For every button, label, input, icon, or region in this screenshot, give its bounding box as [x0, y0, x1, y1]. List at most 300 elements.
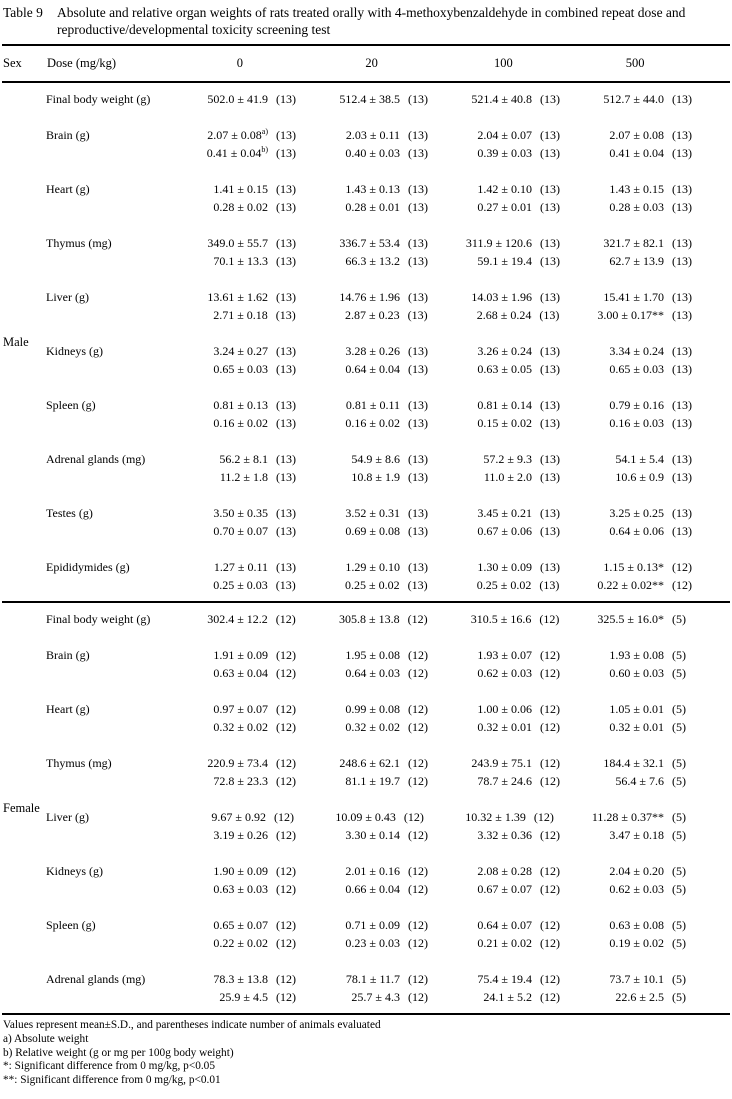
table-row: [46, 126, 730, 144]
mean-sd-value: 0.25 ± 0.03: [213, 578, 268, 592]
animal-count: (12): [403, 810, 424, 824]
mean-sd-value: 3.26 ± 0.24: [477, 344, 532, 358]
value-cell: [202, 646, 334, 664]
animal-count: (13): [408, 362, 428, 376]
value-cell: [202, 450, 334, 468]
animal-count: (13): [539, 308, 560, 322]
value-cell: [598, 360, 730, 378]
organ-label: [46, 772, 202, 790]
value-cell: [462, 808, 592, 826]
table-row: [46, 144, 730, 162]
value-cell: [334, 934, 466, 952]
animal-count: (12): [408, 936, 428, 950]
mean-sd-value: 57.2 ± 9.3: [483, 452, 532, 466]
value-cell: [466, 414, 598, 432]
organ-group: [46, 700, 730, 736]
mean-sd-value: 62.7 ± 13.9: [609, 254, 664, 268]
value-cell: [466, 988, 598, 1006]
animal-count: (13): [407, 236, 428, 250]
value-cell: [334, 754, 466, 772]
mean-sd-value: 0.32 ± 0.02: [345, 720, 400, 734]
organ-label: Final body weight (g): [46, 92, 151, 106]
value-cell: [202, 772, 334, 790]
mean-sd-value: 0.32 ± 0.01: [477, 720, 532, 734]
value-cell: [466, 288, 598, 306]
mean-sd-value: 0.99 ± 0.08: [345, 702, 400, 716]
mean-sd-value: 3.45 ± 0.21: [477, 506, 532, 520]
organ-group: [46, 504, 730, 540]
section-rows: [46, 610, 730, 1006]
animal-count: (12): [533, 810, 554, 824]
organ-label: [46, 880, 202, 898]
table-row: [46, 252, 730, 270]
table-row: [46, 306, 730, 324]
animal-count: (13): [540, 200, 560, 214]
table-row: [46, 522, 730, 540]
footnotes: [2, 1015, 730, 1088]
value-cell: [202, 558, 334, 576]
animal-count: (12): [539, 612, 560, 626]
table-title: [2, 4, 730, 38]
value-cell: [334, 90, 466, 108]
animal-count: (13): [408, 128, 428, 142]
mean-sd-value: 0.65 ± 0.07: [213, 918, 268, 932]
value-cell: [202, 342, 334, 360]
value-cell: [466, 700, 598, 718]
value-cell: [334, 504, 466, 522]
value-cell: [202, 234, 334, 252]
table-sections: [2, 83, 730, 1015]
animal-count: (13): [408, 398, 428, 412]
mean-sd-value: 2.07 ± 0.08: [609, 128, 664, 142]
table-row: [46, 916, 730, 934]
value-cell: [466, 396, 598, 414]
mean-sd-value: 0.63 ± 0.03: [213, 882, 268, 896]
value-cell: [466, 144, 598, 162]
mean-sd-value: 0.64 ± 0.06: [609, 524, 664, 538]
organ-label: [46, 414, 202, 432]
animal-count: (12): [276, 990, 296, 1004]
animal-count: (12): [273, 810, 294, 824]
value-cell: [466, 234, 598, 252]
animal-count: (5): [671, 612, 686, 626]
value-cell: [334, 414, 466, 432]
mean-sd-value: 2.03 ± 0.11: [345, 128, 400, 142]
value-cell: [202, 988, 334, 1006]
organ-label: Heart (g): [46, 702, 90, 716]
value-cell: [598, 826, 730, 844]
table-row: [46, 664, 730, 682]
table-row: [46, 468, 730, 486]
value-cell: [334, 772, 466, 790]
animal-count: (12): [540, 882, 560, 896]
organ-group: [46, 450, 730, 486]
animal-count: (13): [408, 200, 428, 214]
mean-sd-value: 0.28 ± 0.02: [213, 200, 268, 214]
animal-count: (5): [672, 828, 686, 842]
animal-count: (12): [408, 990, 428, 1004]
mean-sd-value: 220.9 ± 73.4: [207, 756, 268, 770]
animal-count: (12): [408, 864, 428, 878]
organ-label: Thymus (mg): [46, 756, 112, 770]
animal-count: (12): [408, 828, 428, 842]
mean-sd-value: 1.93 ± 0.08: [609, 648, 664, 662]
animal-count: (5): [672, 936, 686, 950]
mean-sd-value: 0.81 ± 0.11: [345, 398, 400, 412]
mean-sd-value: 0.27 ± 0.01: [477, 200, 532, 214]
animal-count: (13): [672, 290, 692, 304]
mean-sd-value: 0.15 ± 0.02: [477, 416, 532, 430]
value-cell: [466, 342, 598, 360]
value-cell: [202, 522, 334, 540]
mean-sd-value: 59.1 ± 19.4: [477, 254, 532, 268]
table-row: [46, 180, 730, 198]
organ-label: Brain (g): [46, 648, 90, 662]
value-cell: [598, 862, 730, 880]
mean-sd-value: 311.9 ± 120.6: [465, 236, 533, 250]
animal-count: (13): [275, 236, 296, 250]
value-cell: [466, 826, 598, 844]
mean-sd-value: 0.65 ± 0.03: [609, 362, 664, 376]
table-row: [46, 700, 730, 718]
mean-sd-value: 3.25 ± 0.25: [609, 506, 664, 520]
organ-group: [46, 342, 730, 378]
organ-group: [46, 90, 730, 108]
mean-sd-value: 1.15 ± 0.13*: [603, 560, 664, 574]
table-row: [46, 288, 730, 306]
value-cell: [598, 664, 730, 682]
animal-count: (13): [540, 344, 560, 358]
animal-count: (13): [540, 362, 560, 376]
animal-count: (12): [408, 774, 428, 788]
organ-label: Epididymides (g): [46, 560, 130, 574]
animal-count: (13): [672, 416, 692, 430]
animal-count: (13): [540, 470, 560, 484]
table-row: [46, 934, 730, 952]
value-cell: [466, 558, 598, 576]
animal-count: (13): [276, 290, 296, 304]
mean-sd-value: 11.0 ± 2.0: [483, 470, 532, 484]
mean-sd-value: 3.00 ± 0.17**: [597, 308, 664, 322]
animal-count: (13): [276, 344, 296, 358]
mean-sd-value: 0.60 ± 0.03: [609, 666, 664, 680]
mean-sd-value: 0.67 ± 0.07: [477, 882, 532, 896]
mean-sd-value: 10.6 ± 0.9: [615, 470, 664, 484]
table-row: [46, 360, 730, 378]
table-row: [46, 970, 730, 988]
mean-sd-value: 0.25 ± 0.02: [476, 578, 532, 592]
value-cell: [598, 988, 730, 1006]
mean-sd-value: 0.32 ± 0.01: [609, 720, 664, 734]
value-cell: [334, 646, 466, 664]
animal-count: (13): [408, 416, 428, 430]
mean-sd-value: 72.8 ± 23.3: [213, 774, 268, 788]
value-cell: [466, 718, 598, 736]
mean-sd-value: 0.22 ± 0.02: [213, 936, 268, 950]
value-cell: [334, 342, 466, 360]
value-cell: [334, 288, 466, 306]
mean-sd-value: 521.4 ± 40.8: [471, 92, 532, 106]
mean-sd-value: 0.81 ± 0.14: [477, 398, 532, 412]
value-cell: [598, 234, 730, 252]
value-cell: [466, 306, 598, 324]
animal-count: (12): [276, 864, 296, 878]
mean-sd-value: 13.61 ± 1.62: [207, 290, 268, 304]
value-cell: [598, 468, 730, 486]
mean-sd-value: 70.1 ± 13.3: [213, 254, 268, 268]
animal-count: (13): [407, 308, 428, 322]
mean-sd-value: 11.2 ± 1.8: [219, 470, 268, 484]
footnote: a) Absolute weight: [3, 1032, 89, 1045]
animal-count: (12): [275, 612, 296, 626]
mean-sd-value: 0.28 ± 0.01: [345, 200, 400, 214]
table-row: [46, 504, 730, 522]
table-row: [46, 718, 730, 736]
value-cell: [598, 718, 730, 736]
animal-count: (12): [540, 702, 560, 716]
header-sex: Sex: [3, 56, 22, 70]
animal-count: (12): [276, 666, 296, 680]
value-cell: [598, 558, 730, 576]
value-cell: [334, 252, 466, 270]
organ-label: [46, 522, 202, 540]
header-dose-500: 500: [625, 56, 645, 70]
mean-sd-value: 321.7 ± 82.1: [603, 236, 664, 250]
value-cell: [598, 144, 730, 162]
animal-count: (12): [407, 612, 428, 626]
value-cell: [466, 198, 598, 216]
animal-count: (13): [540, 146, 560, 160]
organ-group: [46, 610, 730, 628]
table-row: [46, 610, 730, 628]
mean-sd-value: 3.19 ± 0.26: [213, 828, 268, 842]
mean-sd-value: 502.0 ± 41.9: [207, 92, 268, 106]
mean-sd-value: 11.28 ± 0.37**: [591, 810, 664, 824]
mean-sd-value: 2.68 ± 0.24: [476, 308, 532, 322]
organ-label: [46, 664, 202, 682]
value-cell: [202, 288, 334, 306]
animal-count: (13): [671, 308, 692, 322]
value-cell: [334, 360, 466, 378]
animal-count: (13): [276, 416, 296, 430]
organ-label: Adrenal glands (mg): [46, 972, 146, 986]
animal-count: (13): [408, 254, 428, 268]
organ-label: Final body weight (g): [46, 612, 151, 626]
value-cell: [202, 700, 334, 718]
mean-sd-value: 3.50 ± 0.35: [213, 506, 268, 520]
mean-sd-value: 0.28 ± 0.03: [609, 200, 664, 214]
mean-sd-value: 0.23 ± 0.03: [345, 936, 400, 950]
value-cell: [334, 880, 466, 898]
mean-sd-value: 15.41 ± 1.70: [603, 290, 664, 304]
animal-count: (12): [276, 648, 296, 662]
mean-sd-value: 78.7 ± 24.6: [477, 774, 532, 788]
mean-sd-value: 3.30 ± 0.14: [345, 828, 400, 842]
value-cell: [598, 414, 730, 432]
animal-count: (13): [540, 290, 560, 304]
mean-sd-value: 1.42 ± 0.10: [477, 182, 532, 196]
mean-sd-value: 349.0 ± 55.7: [207, 236, 268, 250]
organ-label: [46, 988, 202, 1006]
mean-sd-value: 0.25 ± 0.02: [345, 578, 400, 592]
mean-sd-value: 310.5 ± 16.6: [470, 612, 532, 626]
table-row: [46, 988, 730, 1006]
value-cell: [334, 970, 466, 988]
animal-count: (13): [408, 452, 428, 466]
animal-count: (13): [276, 92, 296, 106]
mean-sd-value: $2.07 \pm 0.08^{a)}$: [207, 127, 268, 142]
animal-count: (5): [672, 666, 686, 680]
animal-count: (13): [408, 524, 428, 538]
organ-label: Liver (g): [46, 290, 89, 304]
mean-sd-value: 3.32 ± 0.36: [477, 828, 532, 842]
value-cell: [466, 880, 598, 898]
value-cell: [202, 808, 332, 826]
animal-count: (13): [276, 560, 296, 574]
organ-label: Spleen (g): [46, 918, 96, 932]
mean-sd-value: 0.39 ± 0.03: [477, 146, 532, 160]
value-cell: [202, 718, 334, 736]
value-cell: [334, 826, 466, 844]
value-cell: [202, 126, 334, 144]
animal-count: (13): [408, 506, 428, 520]
animal-count: (12): [408, 702, 428, 716]
animal-count: (12): [540, 972, 560, 986]
table-row: [46, 414, 730, 432]
mean-sd-value: 184.4 ± 32.1: [603, 756, 664, 770]
mean-sd-value: 24.1 ± 5.2: [483, 990, 532, 1004]
table-row: [46, 396, 730, 414]
organ-group: [46, 396, 730, 432]
animal-count: (13): [276, 146, 296, 160]
mean-sd-value: 1.93 ± 0.07: [477, 648, 532, 662]
animal-count: (13): [276, 398, 296, 412]
organ-label: [46, 718, 202, 736]
value-cell: [466, 180, 598, 198]
organ-label: [46, 934, 202, 952]
value-cell: [334, 576, 466, 594]
value-cell: [202, 306, 334, 324]
mean-sd-value: 3.28 ± 0.26: [345, 344, 400, 358]
value-cell: [334, 126, 466, 144]
value-cell: [466, 664, 598, 682]
value-cell: [598, 126, 730, 144]
animal-count: (12): [540, 918, 560, 932]
animal-count: (13): [540, 524, 560, 538]
mean-sd-value: 1.90 ± 0.09: [213, 864, 268, 878]
animal-count: (13): [672, 452, 692, 466]
value-cell: [598, 90, 730, 108]
value-cell: [334, 180, 466, 198]
value-cell: [598, 970, 730, 988]
organ-label: [46, 144, 202, 162]
mean-sd-value: 1.95 ± 0.08: [345, 648, 400, 662]
animal-count: (12): [276, 720, 296, 734]
value-cell: [598, 772, 730, 790]
animal-count: (13): [540, 398, 560, 412]
mean-sd-value: 1.91 ± 0.09: [213, 648, 268, 662]
value-cell: [334, 664, 466, 682]
animal-count: (5): [672, 756, 686, 770]
value-cell: [202, 414, 334, 432]
animal-count: (13): [276, 452, 296, 466]
table-row: [46, 90, 730, 108]
animal-count: (13): [408, 470, 428, 484]
value-cell: [334, 522, 466, 540]
table-row: [46, 826, 730, 844]
mean-sd-value: 0.65 ± 0.03: [213, 362, 268, 376]
value-cell: [202, 252, 334, 270]
sex-section: [2, 83, 730, 603]
mean-sd-value: 0.41 ± 0.04: [609, 146, 664, 160]
animal-count: (13): [539, 578, 560, 592]
animal-count: (5): [672, 918, 686, 932]
header-dose-0: 0: [236, 56, 243, 70]
value-cell: [202, 970, 334, 988]
organ-label: Brain (g): [46, 128, 90, 142]
mean-sd-value: 0.79 ± 0.16: [609, 398, 664, 412]
mean-sd-value: 512.4 ± 38.5: [339, 92, 400, 106]
mean-sd-value: 25.9 ± 4.5: [219, 990, 268, 1004]
mean-sd-value: 73.7 ± 10.1: [609, 972, 664, 986]
value-cell: [202, 934, 334, 952]
value-cell: [598, 180, 730, 198]
table-number: Table 9: [3, 5, 43, 20]
animal-count: (12): [276, 882, 296, 896]
mean-sd-value: 1.29 ± 0.10: [345, 560, 400, 574]
animal-count: (13): [408, 146, 428, 160]
mean-sd-value: 0.97 ± 0.07: [213, 702, 268, 716]
organ-label: Kidneys (g): [46, 864, 103, 878]
footnote: Values represent mean±S.D., and parentheses indicate number of animals evaluated: [3, 1019, 381, 1031]
animal-count: (13): [276, 524, 296, 538]
table-row: [46, 342, 730, 360]
value-cell: [597, 610, 730, 628]
animal-count: (13): [540, 506, 560, 520]
mean-sd-value: 0.63 ± 0.05: [477, 362, 532, 376]
mean-sd-value: 0.21 ± 0.02: [477, 936, 532, 950]
mean-sd-value: 2.04 ± 0.07: [477, 128, 532, 142]
organ-group: [46, 808, 730, 844]
organ-label: Spleen (g): [46, 398, 96, 412]
sex-section: [2, 603, 730, 1015]
value-cell: [466, 504, 598, 522]
animal-count: (12): [408, 756, 428, 770]
animal-count: (13): [408, 560, 428, 574]
mean-sd-value: 66.3 ± 13.2: [345, 254, 400, 268]
animal-count: (12): [408, 918, 428, 932]
mean-sd-value: 3.34 ± 0.24: [609, 344, 664, 358]
animal-count: (12): [408, 666, 428, 680]
mean-sd-value: 0.16 ± 0.02: [345, 416, 400, 430]
value-cell: [334, 558, 466, 576]
value-cell: [334, 144, 466, 162]
table-row: [46, 450, 730, 468]
header-dose-100: 100: [494, 56, 513, 70]
value-cell: [466, 576, 598, 594]
mean-sd-value: 1.05 ± 0.01: [609, 702, 664, 716]
mean-sd-value: $0.41 \pm 0.04^{b)}$: [206, 145, 268, 160]
animal-count: (13): [672, 362, 692, 376]
animal-count: (12): [276, 972, 296, 986]
animal-count: (13): [672, 398, 692, 412]
value-cell: [598, 198, 730, 216]
mean-sd-value: 243.9 ± 75.1: [471, 756, 532, 770]
organ-label: [46, 198, 202, 216]
animal-count: (12): [408, 882, 428, 896]
mean-sd-value: 10.32 ± 1.39: [465, 810, 526, 824]
value-cell: [202, 144, 334, 162]
